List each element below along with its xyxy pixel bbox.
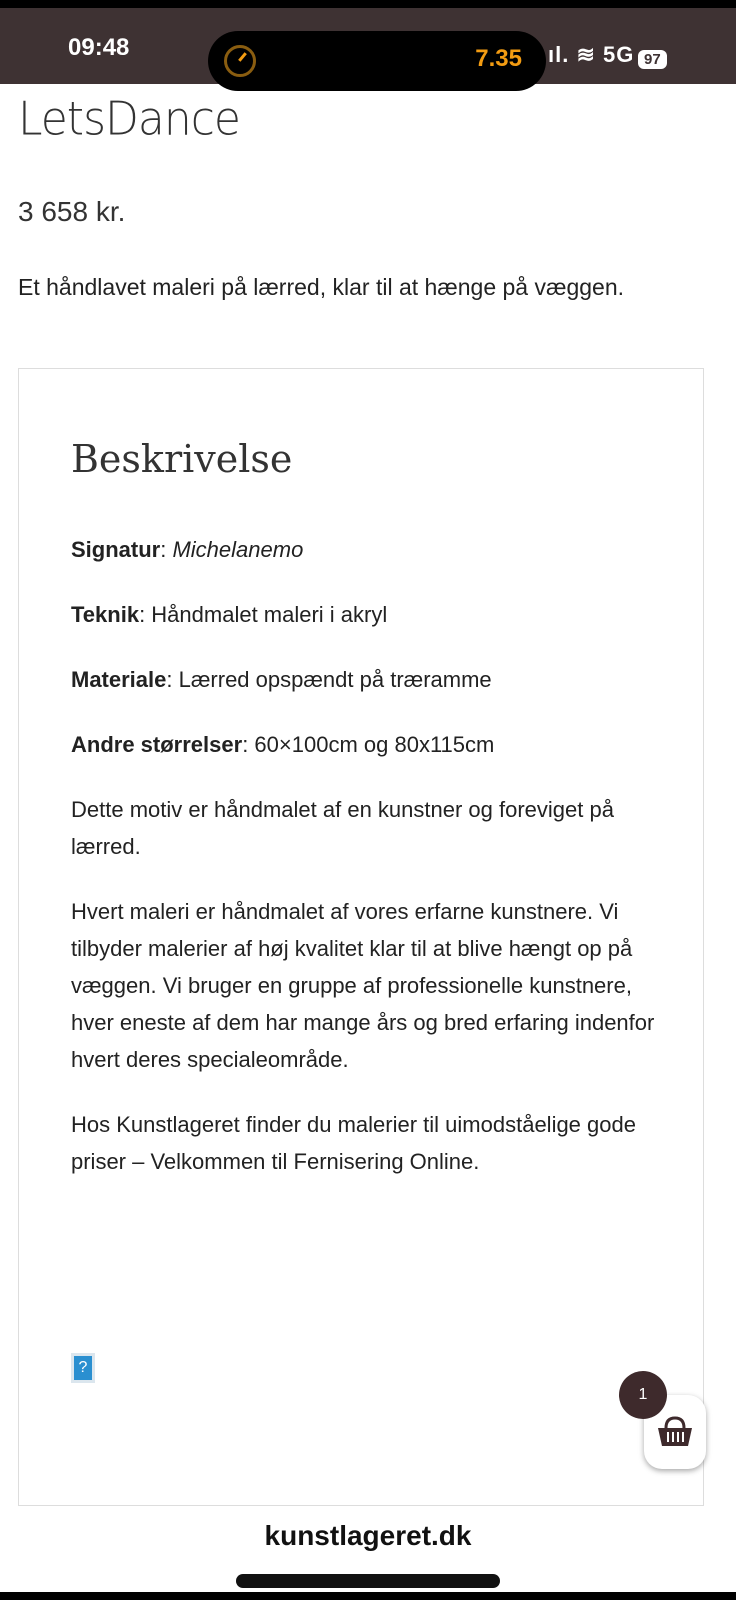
browser-url[interactable]: kunstlageret.dk (264, 1520, 472, 1551)
description-heading: Beskrivelse (71, 437, 293, 481)
basket-icon (656, 1414, 694, 1450)
status-bar (0, 8, 736, 84)
signal-wifi-icon: ıl. ≋ 5G (548, 42, 635, 67)
description-paragraph: Dette motiv er håndmalet af en kunstner og foreviget på lærred. (71, 797, 614, 859)
spec-label: Materiale (71, 667, 167, 692)
spec-label: Andre størrelser (71, 732, 243, 757)
home-indicator[interactable] (236, 1574, 500, 1588)
network-label: 5G (603, 42, 635, 67)
cart-count-badge: 1 (619, 1371, 667, 1419)
dynamic-island[interactable] (208, 31, 546, 91)
spec-label: Signatur (71, 537, 161, 562)
product-price: 3 658 kr. (18, 196, 126, 227)
spec-sizes: Andre størrelser: 60×100cm og 80x115cm (71, 732, 495, 757)
description-paragraph: Hos Kunstlageret finder du malerier til uimodståelige gode priser – Velkommen til Fernisering Online. (71, 1112, 636, 1174)
spec-value: Michelanemo (172, 537, 304, 562)
description-content (71, 531, 671, 1208)
timer-icon (224, 45, 256, 77)
spec-value: Lærred opspændt på træramme (178, 667, 492, 692)
spec-technique: Teknik: Håndmalet maleri i akryl (71, 602, 388, 627)
broken-image-help-icon: ? (71, 1353, 95, 1383)
bottom-edge (0, 1592, 736, 1600)
top-edge (0, 0, 736, 8)
spec-material: Materiale: Lærred opspændt på træramme (71, 667, 492, 692)
island-value: 7.35 (475, 45, 522, 72)
spec-signature: Signatur: Michelanemo (71, 537, 304, 562)
product-title: LetsDance (18, 92, 240, 147)
product-short-description: Et håndlavet maleri på lærred, klar til at hænge på væggen. (18, 274, 624, 300)
description-panel (18, 368, 704, 1506)
spec-value: 60×100cm og 80x115cm (254, 732, 495, 757)
spec-label: Teknik (71, 602, 140, 627)
spec-value: Håndmalet maleri i akryl (151, 602, 388, 627)
description-paragraph: Hvert maleri er håndmalet af vores erfarne kunstnere. Vi tilbyder malerier af høj kvalitet klar til at blive hængt op på væggen. Vi bruger en gruppe af professionelle kunstnere, hver eneste af dem har mange års og bred erfaring indenfor hvert deres specialeområde. (71, 899, 655, 1072)
battery-icon: 97 (638, 50, 667, 69)
status-time: 09:48 (68, 34, 130, 61)
